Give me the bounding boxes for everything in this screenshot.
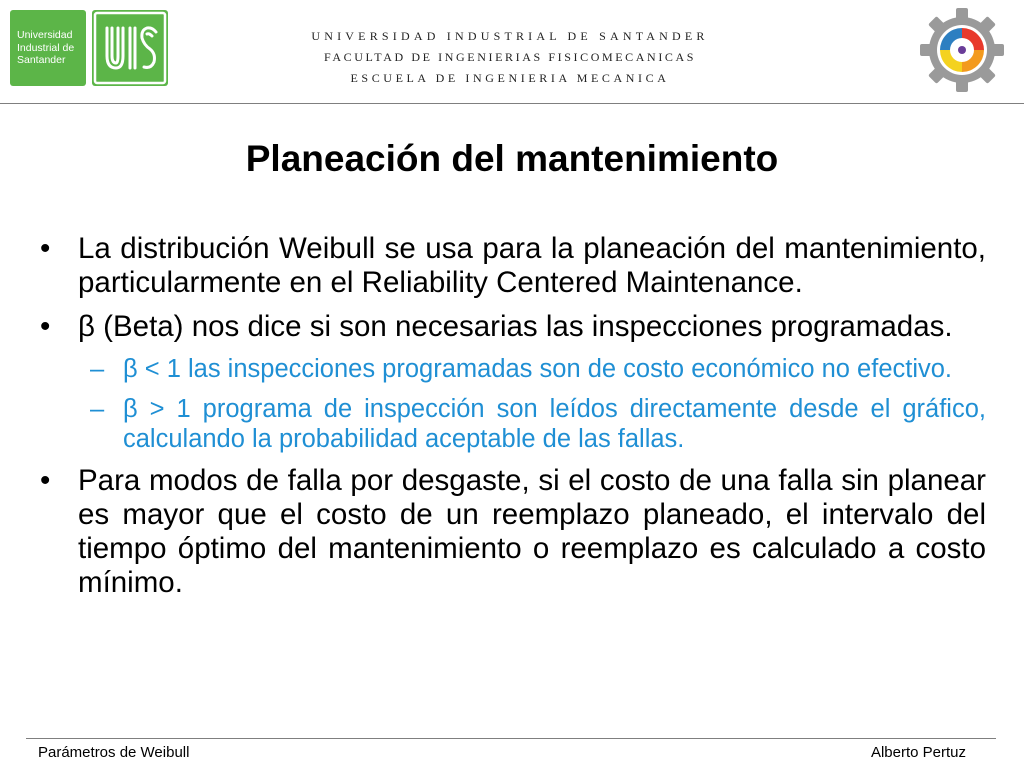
logo-univ-line-1: Universidad <box>17 29 73 42</box>
slide-header <box>0 0 1024 104</box>
sub-bullet-text: β < 1 las inspecciones programadas son de costo económico no efectivo. <box>123 355 953 383</box>
slide-title: Planeación del mantenimiento <box>245 138 779 179</box>
gear-swirl-icon <box>918 4 1006 96</box>
sub-bullet-item <box>30 394 986 454</box>
mechanical-school-logo <box>918 4 1006 96</box>
bullet-item <box>30 464 986 600</box>
bullet-text: La distribución Weibull se usa para la planeación del mantenimiento, particularmente en el Reliability Centered Maintenance. <box>78 232 986 299</box>
bullet-marker: • <box>40 464 51 497</box>
university-name: UNIVERSIDAD INDUSTRIAL DE SANTANDER <box>311 29 709 43</box>
universidad-logo <box>10 10 86 86</box>
bullet-item <box>30 232 986 300</box>
faculty-name: FACULTAD DE INGENIERIAS FISICOMECANICAS <box>323 50 697 64</box>
bullet-marker: • <box>40 232 51 265</box>
institution-block <box>190 26 830 89</box>
footer-divider <box>26 738 996 739</box>
bullet-text: Para modos de falla por desgaste, si el costo de una falla sin planear es mayor que el costo de un reemplazo planeado, el intervalo del tiempo óptimo del mantenimiento o reemplazo es calculado a costo mínimo. <box>78 464 986 599</box>
footer-author: Alberto Pertuz <box>870 744 966 761</box>
uis-logo-icon <box>92 10 168 86</box>
bullet-text: β (Beta) nos dice si son necesarias las inspecciones programadas. <box>78 310 953 343</box>
uis-logo <box>92 10 168 86</box>
slide-body <box>30 232 986 610</box>
sub-bullet-marker: – <box>90 355 105 383</box>
logo-univ-line-2: Industrial de <box>17 41 75 54</box>
bullet-item <box>30 310 986 344</box>
footer-topic: Parámetros de Weibull <box>38 744 190 761</box>
bullet-marker: • <box>40 310 51 343</box>
sub-bullet-text: β > 1 programa de inspección son leídos directamente desde el gráfico, calculando la probabilidad aceptable de las fallas. <box>123 395 986 453</box>
sub-bullet-item <box>30 354 986 384</box>
header-divider <box>0 103 1024 104</box>
school-name: ESCUELA DE INGENIERIA MECANICA <box>350 71 670 85</box>
logo-univ-line-3: Santander <box>17 54 66 67</box>
sub-bullet-marker: – <box>90 395 105 423</box>
